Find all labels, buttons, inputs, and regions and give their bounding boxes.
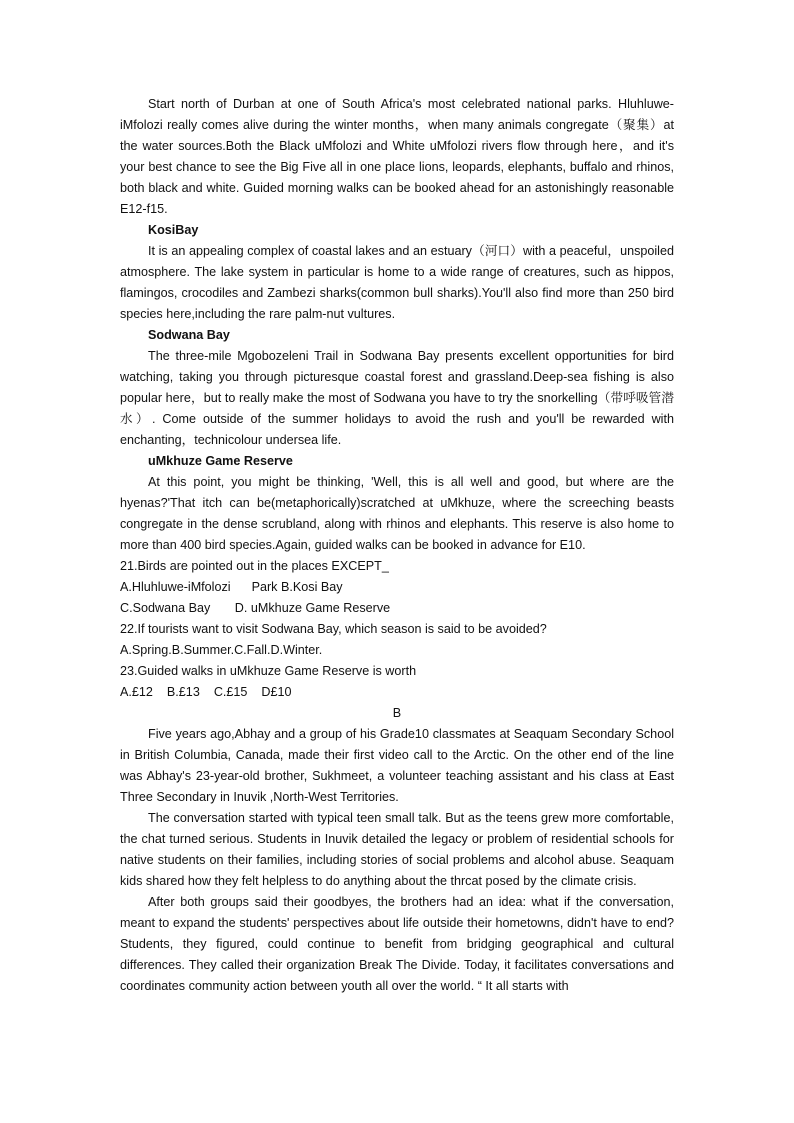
umkhuze-paragraph: At this point, you might be thinking, 'Well, this is all well and good, but where are the hyenas?'That itch can be(metaphorically)scratched at uMkhuze, where the screeching beasts congregate in the dense scrubland, along with rhinos and elephants. This reserve is also home to more than 400 bird species.Again, guided walks can be booked in advance for E10. [120,475,674,552]
passage-a-intro: Start north of Durban at one of South Africa's most celebrated national parks. Hluhluwe-iMfolozi really comes alive during the winter months，when many animals congregate（聚集）at the water sources.Both the Black uMfolozi and White uMfolozi rivers flow through here，and it's your best chance to see the Big Five all in one place lions, leopards, elephants, buffalo and rhinos, both black and white. Guided morning walks can be booked ahead for an astonishingly reasonable E12-f15. [120,97,674,216]
heading-sodwana-bay: Sodwana Bay [148,328,230,342]
section-b-paragraph-2: The conversation started with typical teen small talk. But as the teens grew more comfortable, the chat turned serious. Students in Inuvik detailed the legacy or problem of residential schools for native students on their families, including stories of social problems and alcohol abuse. Seaquam kids shared how they felt helpless to do anything about the thrcat posed by the climate crisis. [120,811,674,888]
section-b-label: B [392,706,402,720]
question-21-options-ab: A.Hluhluwe-iMfolozi Park B.Kosi Bay [120,580,343,594]
question-23: 23.Guided walks in uMkhuze Game Reserve is worth [120,664,417,678]
question-22: 22.If tourists want to visit Sodwana Bay, which season is said to be avoided? [120,622,547,636]
kosi-bay-paragraph: It is an appealing complex of coastal lakes and an estuary（河口）with a peaceful，unspoiled atmosphere. The lake system in particular is home to a wide range of creatures, such as hippos, flamingos, crocodiles and Zambezi sharks(common bull sharks).You'll also find more than 250 bird species here,including the rare palm-nut vultures. [120,244,674,321]
section-b-paragraph-1: Five years ago,Abhay and a group of his Grade10 classmates at Seaquam Secondary School in British Columbia, Canada, made their first video call to the Arctic. On the other end of the line was Abhay's 23-year-old brother, Sukhmeet, a volunteer teaching assistant and his class at East Three Secondary in Inuvik ,North-West Territories. [120,727,674,804]
sodwana-bay-paragraph: The three-mile Mgobozeleni Trail in Sodwana Bay presents excellent opportunities for bird watching, taking you through picturesque coastal forest and grassland.Deep-sea fishing is also popular here，but to really make the most of Sodwana you have to try the snorkelling（带呼吸管潜水）. Come outside of the summer holidays to avoid the rush and you'll be rewarded with enchanting，technicolour undersea life. [120,349,674,447]
heading-umkhuze: uMkhuze Game Reserve [148,454,293,468]
question-22-options: A.Spring.B.Summer.C.Fall.D.Winter. [120,643,323,657]
question-21-options-cd: C.Sodwana Bay D. uMkhuze Game Reserve [120,601,391,615]
heading-kosi-bay: KosiBay [148,223,199,237]
question-21: 21.Birds are pointed out in the places EXCEPT_ [120,559,389,573]
section-b-paragraph-3: After both groups said their goodbyes, the brothers had an idea: what if the conversation, meant to expand the students' perspectives about life outside their hometowns, didn't have to end? Students, they figured, could continue to benefit from bridging geographical and cultural differences. They called their organization Break The Divide. Today, it facilitates conversations and coordinates community action between youth all over the world. “ It all starts with [120,895,674,993]
document-page [120,94,674,997]
question-23-options: A.£12 B.£13 C.£15 D£10 [120,685,292,699]
